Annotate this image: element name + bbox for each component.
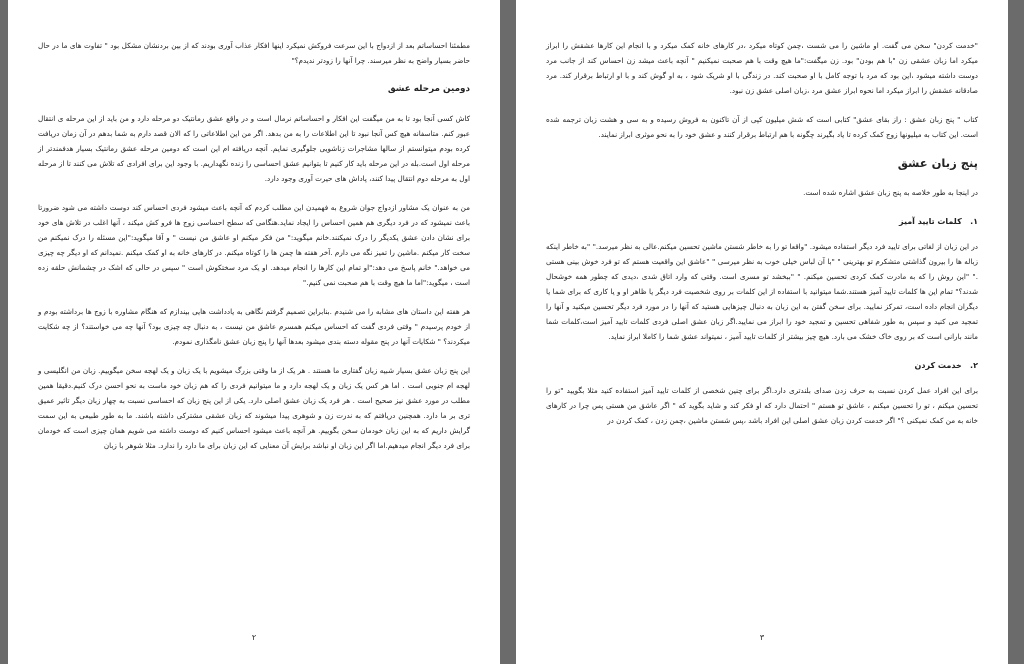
subsection-body-words-of-affirmation: در این زبان از لغاتی برای تایید فرد دیگر استفاده میشود. "واقعا تو را به خاطر شستن ماشین تحسین میکنم.عالی به نظر میرسد." "به خاطر اینکه زباله ها را بیرون گذاشتی متشکرم تو بهترینی " "با آن لباس خیلی خوب به نظر میرسی " "عاشق این واقعیت هستم که تو فرد خوش بینی هستی ." "این روش را که به مادرت کمک کردی تحسین میکنم. " "ببخشد تو مسری است. وقتی که وارد اتاق شدی ،دیدی که چطور همه خوشحال شدند؟" تمام این ها کلمات تایید آمیز هستند.شما میتوانید با استفاده از این کلمات بر روی شخصیت فرد دیگر یا ظاهر او و یا کاری که برای شما یا دیگران انجام داده است، تمرکز نمایید. برای سخن گفتن به این زبان به دنبال چیزهایی هستید که آنها را در مورد فرد دیگر تحسین میکنید و آنها را تمجید می کنید و سپس به طور شفاهی تحسین و تمجید خود را ابراز می نمایید.اگر زبان عشق اصلی فردی کلمات تایید آمیز است،کلمات شما مانند بارانی است که بر روی خاک خشک می بارد. هیچ چیز بیشتر از کلمات تایید آمیز ، نمیتواند عشق شما را کاملا ابراز نماید. xyxy=(546,242,978,341)
section-heading-five-languages: پنج زبان عشق xyxy=(897,156,978,170)
left-paragraph-3: هر هفته این داستان های مشابه را می شنیدم .بنابراین تصمیم گرفتم نگاهی به یادداشت هایی بیندازم که هنگام مشاوره با زوج ها برداشته بودم و از خودم پرسیدم " وقتی فردی گفت که احساس میکنم همسرم عاشق من نیست ، به دنبال چه چیزی بود؟ آنها چه می خواستند؟ از چه شکایت میکردند؟ " شکایات آنها در پنج مقوله دسته بندی میشود بعدها آنها را پنج زبان عشق نامگذاری نمودم. xyxy=(38,307,470,346)
left-page xyxy=(8,0,500,664)
right-page xyxy=(516,0,1008,664)
left-paragraph-2: من به عنوان یک مشاور ازدواج جوان شروع به فهمیدن این مطلب کردم که آنچه باعث میشود فردی احساس کند دوست داشته می شود ضرورتا باعث نمیشود که در فرد دیگری هم همین احساس را ایجاد نماید.هنگامی که سطح احساسی زوج ها فرو کش میکند ، آنها اغلب در تلاش های خود برای نشان دادن عشق یکدیگر را درک نمیکنند.خانم میگوید:" من فکر میکنم او عاشق من نیست " و آقا میگوید:"این مسئله را درک نمیکنم من سخت کار میکنم .ماشین را تمیز نگه می دارم .آخر هفته ها چمن ها را کوتاه میکنم. در کارهای خانه به او کمک میکنم .نمیدانم که او دیگر چه چیزی می خواهد." خانم پاسخ می دهد:"او تمام این کارها را انجام میدهد. او یک مرد سختکوش است " سپس در حالی که اشک در چشمانش حلقه زده است ، میگوید:"اما ما هیچ وقت با هم صحبت نمی کنیم." xyxy=(38,203,470,287)
book-paragraph: کتاب " پنج زبان عشق : راز بقای عشق" کتابی است که شش میلیون کپی از آن تاکنون به فروش رسیده و به سی و هشت زبان ترجمه شده است. این کتاب به میلیونها زوج کمک کرده تا یاد بگیرند چگونه با هم ارتباط برقرار کنند و عشق خود را به نحو موثری ابراز نمایند. xyxy=(546,115,978,139)
right-intro-paragraph: "خدمت کردن" سخن می گفت. او ماشین را می شست ،چمن کوتاه میکرد ،در کارهای خانه کمک میکرد و با انجام این کارها عشقش را ابراز میکرد اما زبان عشقی زن "با هم بودن" بود. زن میگفت:"ما هیچ وقت با هم صحبت نمیکنیم " آنچه باعث میشد زن احساس کند از جانب مرد دوست داشته میشود ،این بود که مرد با توجه کامل با او صحبت کند. در زندگی با او شریک شود ، به او گوش کند و با او ارتباط برقرار کند. مرد صادقانه عشقش را ابراز میکرد اما نحوه ابراز عشق مرد ،زبان اصلی عشق زن نبود. xyxy=(546,41,978,95)
left-intro-paragraph: مطمئنا احساساتم بعد از ازدواج با این سرعت فروکش نمیکرد اینها افکار عذاب آوری بودند که از بین بردنشان مشکل بود " تفاوت های ما در حال حاضر بسیار واضح به نظر میرسند. چرا آنها را زودتر ندیدم؟" xyxy=(38,41,470,65)
left-page-content xyxy=(38,38,470,467)
subsection-title-acts-of-service: ۲. خدمت کردن xyxy=(914,361,978,370)
section-heading-second-stage: دومین مرحله عشق xyxy=(387,84,470,94)
right-page-content xyxy=(546,38,978,442)
page-number-left: ۲ xyxy=(251,633,257,642)
left-paragraph-1: کاش کسی آنجا بود تا به من میگفت این افکار و احساساتم نرمال است و در واقع عشق رمانتیک دو مرحله دارد و من باید از این مرحله ی انتقال عبور کنم. متاسفانه هیچ کس آنجا نبود تا این اطلاعات را به من بدهد. اگر من این اطلاعاتی را که الان قصد دارم به شما بدهم در آن زمان دریافت کرده بودم میتوانستم از سالها مشاجرات زناشویی جلوگیری نمایم. آنچه دریافته ام این است که دومین مرحله عشق رمانتیک بسیار هدفمندتر از مرحله اول است.بله در این مرحله باید کار کنیم تا بتوانیم عشق احساسی را زنده نگهداریم. با وجود این برای افرادی که تلاش می کنند تا از مرحله اول به مرحله دوم انتقال پیدا کنند، پاداش های حیرت آوری وجود دارد. xyxy=(38,114,470,183)
subsection-title-words-of-affirmation: ۱. کلمات تایید آمیز xyxy=(898,217,978,226)
page-number-right: ۳ xyxy=(759,633,765,642)
summary-paragraph: در اینجا به طور خلاصه به پنج زبان عشق اشاره شده است. xyxy=(803,188,978,197)
subsection-body-acts-of-service: برای این افراد عمل کردن نسبت به حرف زدن صدای بلندتری دارد.اگر برای چنین شخصی از کلمات تایید آمیز استفاده کنید مثلا بگویید "تو را تحسین میکنم ، تو را تحسین میکنم ، عاشق تو هستم " احتمال دارد که او فکر کند و شاید بگوید که " اگر عاشق من هستی پس چرا در کارهای خانه به من کمک نمیکنی ؟" اگر خدمت کردن زبان عشق اصلی این افراد باشد ،پس شستن ماشین ،چمن زدن ، کمک کردن در xyxy=(546,386,978,425)
left-paragraph-4: این پنج زبان عشق بسیار شبیه زبان گفتاری ما هستند . هر یک از ما وقتی بزرگ میشویم با یک زبان و یک لهجه سخن میگوییم. زبان من انگلیسی و لهجه ام جنوبی است . اما هر کس یک زبان و یک لهجه دارد و ما میتوانیم فردی را که هم زبان خود ماست به نحو احسن درک کنیم.دقیقا همین مطلب در مورد عشق نیز صحیح است . هر فرد یک زبان عشق اصلی دارد. یکی از این پنج زبان که احساسی نسبت به چهار زبان دیگر تاثیر عمیق تری بر ما دارد. همچنین دریافتم که به ندرت زن و شوهری پیدا میشوند که زبان عشقی مشترکی داشته باشند. ما به طور طبیعی به این سمت گرایش داریم که به این زبان خودمان سخن بگوییم. هر آنچه باعث میشود احساس کنیم که دوست داشته می شویم همان چیزی است که خودمان برای فرد دیگر انجام میدهیم.اما اگر این زبان او نباشد برایش آن معنایی که این زبان برای ما دارد را ندارد. مثلا شوهر با زبان xyxy=(38,366,470,450)
